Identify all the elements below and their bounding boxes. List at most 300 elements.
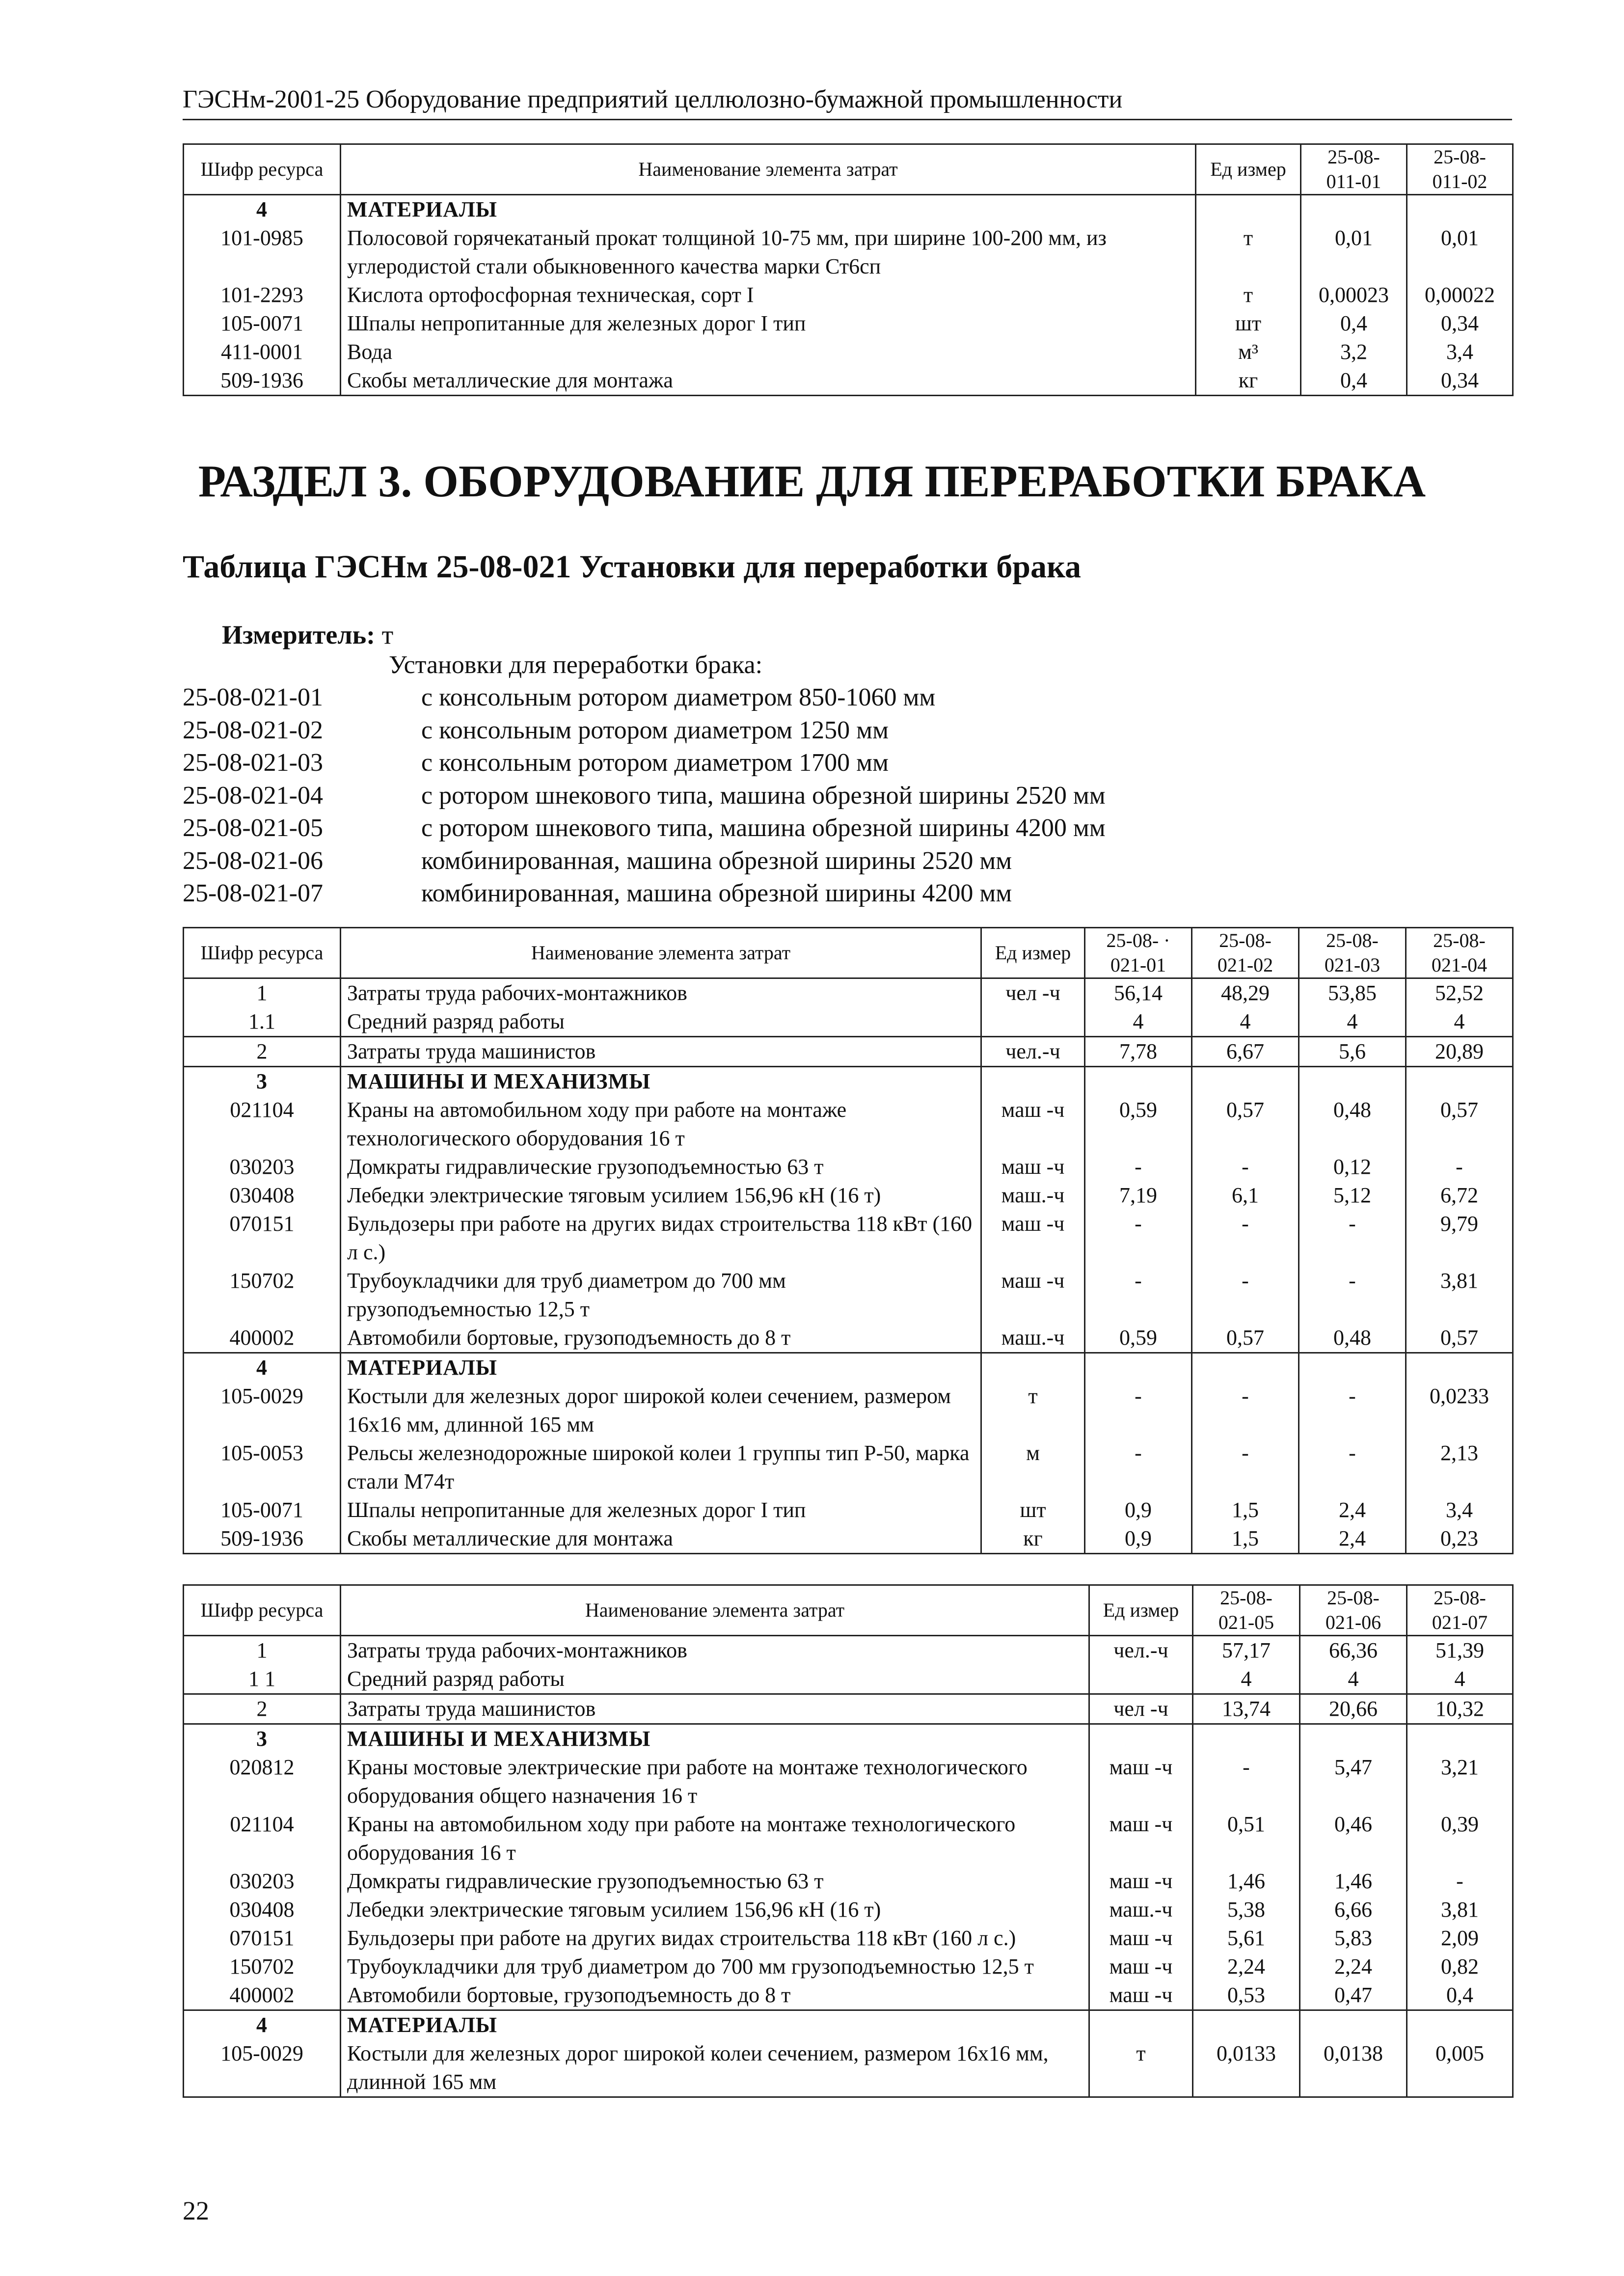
cell-name: Автомобили бортовые, грузоподъемность до 8 т — [341, 1981, 1089, 2010]
section-row — [184, 195, 1513, 224]
table-row — [184, 1924, 1513, 1952]
cell-value: 4 — [1406, 1007, 1513, 1037]
cell-code: 070151 — [184, 1210, 341, 1267]
page-number: 22 — [183, 2196, 209, 2225]
table-row — [184, 338, 1513, 366]
header-name: Наименование элемента затрат — [341, 144, 1196, 195]
cell-code: 400002 — [184, 1324, 341, 1353]
table-title: Таблица ГЭСНм 25-08-021 Установки для переработки брака — [183, 549, 1082, 585]
cell-value: 0,59 — [1085, 1324, 1192, 1353]
table-row — [184, 309, 1513, 338]
cell-value — [1193, 2010, 1300, 2040]
header-col: 25-08- · 021-01 — [1085, 928, 1192, 978]
resource-table-main — [183, 927, 1514, 1554]
cell-value: 3,81 — [1406, 1267, 1513, 1324]
cell-value: 20,66 — [1300, 1694, 1407, 1724]
cell-unit — [981, 1353, 1085, 1382]
table-row — [184, 281, 1513, 309]
cell-code: 105-0071 — [184, 309, 341, 338]
cell-code: 020812 — [184, 1753, 341, 1810]
cell-unit: кг — [981, 1524, 1085, 1554]
cell-name: Скобы металлические для монтажа — [341, 1524, 981, 1554]
header-col: 25-08- 011-02 — [1407, 144, 1513, 195]
cell-value: 2,4 — [1299, 1524, 1406, 1554]
cell-code: 021104 — [184, 1096, 341, 1153]
table-row — [184, 1636, 1513, 1665]
cell-name: Автомобили бортовые, грузоподъемность до 8 т — [341, 1324, 981, 1353]
cell-unit: маш -ч — [1089, 1981, 1193, 2010]
cell-value: 2,13 — [1406, 1439, 1513, 1496]
cell-value — [1192, 1353, 1299, 1382]
table-row — [184, 1267, 1513, 1324]
cell-name: Костыли для железных дорог широкой колеи сечением, размером 16х16 мм, длинной 165 мм — [341, 2039, 1089, 2097]
section-row — [184, 1353, 1513, 1382]
cell-code: 030203 — [184, 1867, 341, 1896]
cell-unit — [1089, 1665, 1193, 1694]
section-row — [184, 1067, 1513, 1096]
variant-code: 25-08-021-01 — [183, 683, 323, 711]
cell-name: Затраты труда рабочих-монтажников — [341, 978, 981, 1008]
cell-value: 1,46 — [1300, 1867, 1407, 1896]
table-row — [184, 1952, 1513, 1981]
cell-value: 56,14 — [1085, 978, 1192, 1008]
cell-unit: кг — [1196, 366, 1301, 396]
cell-code: 105-0029 — [184, 1382, 341, 1439]
cell-name: Затраты труда машинистов — [341, 1694, 1089, 1724]
cell-unit: чел -ч — [1089, 1694, 1193, 1724]
header-unit: Ед измер — [981, 928, 1085, 978]
variants-list — [183, 681, 1106, 910]
header-name: Наименование элемента затрат — [341, 928, 981, 978]
cell-unit — [1089, 2010, 1193, 2040]
cell-code: 3 — [184, 1067, 341, 1096]
cell-value: 0,57 — [1192, 1096, 1299, 1153]
cell-unit — [1089, 1724, 1193, 1754]
cell-value: 0,00023 — [1301, 281, 1407, 309]
cell-value — [1299, 1067, 1406, 1096]
cell-name: Шпалы непропитанные для железных дорог I тип — [341, 1496, 981, 1524]
cell-name: МАТЕРИАЛЫ — [341, 2010, 1089, 2040]
cell-code: 105-0029 — [184, 2039, 341, 2097]
cell-value: 0,47 — [1300, 1981, 1407, 2010]
cell-value — [1407, 195, 1513, 224]
cell-name: Краны на автомобильном ходу при работе на монтаже технологического оборудования 16 т — [341, 1810, 1089, 1867]
variant-code: 25-08-021-05 — [183, 814, 323, 842]
cell-value: 6,66 — [1300, 1896, 1407, 1924]
variant-text: комбинированная, машина обрезной ширины 4200 мм — [421, 879, 1012, 907]
cell-value: 0,59 — [1085, 1096, 1192, 1153]
cell-code: 105-0071 — [184, 1496, 341, 1524]
cell-value: 5,6 — [1299, 1037, 1406, 1067]
cell-unit: т — [1196, 281, 1301, 309]
cell-unit: маш -ч — [981, 1210, 1085, 1267]
variant-code: 25-08-021-07 — [183, 879, 323, 907]
cell-value: 9,79 — [1406, 1210, 1513, 1267]
cell-value — [1300, 2010, 1407, 2040]
cell-unit: шт — [1196, 309, 1301, 338]
header-col: 25-08- 021-03 — [1299, 928, 1406, 978]
cell-name: Костыли для железных дорог широкой колеи сечением, размером 16х16 мм, длинной 165 мм — [341, 1382, 981, 1439]
table-row — [184, 1694, 1513, 1724]
cell-value — [1301, 195, 1407, 224]
cell-code: 1 1 — [184, 1665, 341, 1694]
variant-item — [183, 714, 1106, 747]
table-row — [184, 1496, 1513, 1524]
cell-value: 0,57 — [1192, 1324, 1299, 1353]
section-row — [184, 2010, 1513, 2040]
variant-text: с ротором шнекового типа, машина обрезной ширины 4200 мм — [421, 814, 1106, 842]
header-col: 25-08- 021-04 — [1406, 928, 1513, 978]
cell-value: - — [1299, 1382, 1406, 1439]
cell-value — [1406, 1353, 1513, 1382]
variant-item — [183, 877, 1106, 910]
cell-value: - — [1192, 1439, 1299, 1496]
table-row — [184, 1524, 1513, 1554]
cell-unit — [1196, 195, 1301, 224]
cell-value: 6,1 — [1192, 1181, 1299, 1210]
cell-value — [1299, 1353, 1406, 1382]
cell-name: МАШИНЫ И МЕХАНИЗМЫ — [341, 1067, 981, 1096]
cell-value: 0,01 — [1301, 224, 1407, 281]
header-code: Шифр ресурса — [184, 928, 341, 978]
cell-value: 52,52 — [1406, 978, 1513, 1008]
cell-value: 2,09 — [1407, 1924, 1513, 1952]
cell-value: 2,24 — [1193, 1952, 1300, 1981]
cell-value — [1085, 1353, 1192, 1382]
cell-value: 3,21 — [1407, 1753, 1513, 1810]
table-row — [184, 1382, 1513, 1439]
cell-value: - — [1299, 1439, 1406, 1496]
cell-value — [1193, 1724, 1300, 1754]
cell-value: 0,57 — [1406, 1324, 1513, 1353]
cell-value: 0,48 — [1299, 1096, 1406, 1153]
cell-unit: т — [1089, 2039, 1193, 2097]
cell-value: 0,48 — [1299, 1324, 1406, 1353]
variant-text: с консольным ротором диаметром 1700 мм — [421, 749, 889, 777]
variant-code: 25-08-021-03 — [183, 749, 323, 777]
cell-value: 0,34 — [1407, 309, 1513, 338]
cell-code: 030408 — [184, 1181, 341, 1210]
cell-value: 1,46 — [1193, 1867, 1300, 1896]
table-row — [184, 1096, 1513, 1153]
table-row — [184, 1181, 1513, 1210]
table-row — [184, 1210, 1513, 1267]
header-unit: Ед измер — [1089, 1585, 1193, 1636]
variant-item — [183, 747, 1106, 780]
cell-value: - — [1085, 1153, 1192, 1181]
cell-code: 4 — [184, 1353, 341, 1382]
cell-name: Бульдозеры при работе на других видах строительства 118 кВт (160 л с.) — [341, 1210, 981, 1267]
meter-label: Измеритель: — [222, 620, 376, 650]
meter-value: т — [381, 620, 394, 650]
cell-value: 4 — [1085, 1007, 1192, 1037]
header-col: 25-08- 011-01 — [1301, 144, 1407, 195]
cell-name: Краны мостовые электрические при работе на монтаже технологического оборудования общего назначения 16 т — [341, 1753, 1089, 1810]
header-col: 25-08- 021-02 — [1192, 928, 1299, 978]
table-row — [184, 1810, 1513, 1867]
cell-value: - — [1085, 1267, 1192, 1324]
table-row — [184, 1981, 1513, 2010]
section-title: РАЗДЕЛ 3. ОБОРУДОВАНИЕ ДЛЯ ПЕРЕРАБОТКИ БРАКА — [198, 456, 1426, 506]
cell-value: 5,61 — [1193, 1924, 1300, 1952]
variant-text: с ротором шнекового типа, машина обрезной ширины 2520 мм — [421, 781, 1106, 810]
variant-item — [183, 812, 1106, 845]
table-row — [184, 1753, 1513, 1810]
table-row — [184, 1439, 1513, 1496]
table-row — [184, 1867, 1513, 1896]
cell-unit: маш -ч — [1089, 1810, 1193, 1867]
cell-code: 030408 — [184, 1896, 341, 1924]
header-unit: Ед измер — [1196, 144, 1301, 195]
cell-value: 7,19 — [1085, 1181, 1192, 1210]
variant-code: 25-08-021-06 — [183, 846, 323, 875]
header-col: 25-08- 021-07 — [1407, 1585, 1513, 1636]
cell-value: 2,24 — [1300, 1952, 1407, 1981]
cell-value: 4 — [1193, 1665, 1300, 1694]
cell-code: 3 — [184, 1724, 341, 1754]
cell-code: 150702 — [184, 1952, 341, 1981]
cell-value: 0,0133 — [1193, 2039, 1300, 2097]
resource-table-continued — [183, 1584, 1514, 2098]
variant-code: 25-08-021-04 — [183, 781, 323, 810]
cell-unit: маш -ч — [1089, 1867, 1193, 1896]
cell-value: 0,82 — [1407, 1952, 1513, 1981]
cell-value: - — [1192, 1210, 1299, 1267]
cell-value: 0,39 — [1407, 1810, 1513, 1867]
header-code: Шифр ресурса — [184, 1585, 341, 1636]
cell-value: 3,2 — [1301, 338, 1407, 366]
cell-unit: т — [1196, 224, 1301, 281]
cell-value: 66,36 — [1300, 1636, 1407, 1665]
cell-value: - — [1192, 1153, 1299, 1181]
resource-table-top — [183, 143, 1514, 396]
cell-name: Кислота ортофосфорная техническая, сорт I — [341, 281, 1196, 309]
running-header: ГЭСНм-2001-25 Оборудование предприятий целлюлозно-бумажной промышленности — [183, 82, 1512, 120]
cell-name: Бульдозеры при работе на других видах строительства 118 кВт (160 л с.) — [341, 1924, 1089, 1952]
table-row — [184, 224, 1513, 281]
cell-code: 1 — [184, 978, 341, 1008]
cell-code: 1.1 — [184, 1007, 341, 1037]
cell-name: Скобы металлические для монтажа — [341, 366, 1196, 396]
cell-unit — [981, 1007, 1085, 1037]
variant-text: с консольным ротором диаметром 1250 мм — [421, 716, 889, 744]
cell-value: 13,74 — [1193, 1694, 1300, 1724]
cell-unit: маш -ч — [1089, 1753, 1193, 1810]
cell-value: 5,47 — [1300, 1753, 1407, 1810]
cell-value: 1,5 — [1192, 1524, 1299, 1554]
cell-name: Краны на автомобильном ходу при работе на монтаже технологического оборудования 16 т — [341, 1096, 981, 1153]
cell-value — [1192, 1067, 1299, 1096]
cell-name: Затраты труда машинистов — [341, 1037, 981, 1067]
header-row — [184, 1585, 1513, 1636]
cell-value: 5,38 — [1193, 1896, 1300, 1924]
cell-code: 4 — [184, 195, 341, 224]
cell-unit: маш.-ч — [1089, 1896, 1193, 1924]
cell-value: - — [1406, 1153, 1513, 1181]
table-row — [184, 1153, 1513, 1181]
cell-value: 0,46 — [1300, 1810, 1407, 1867]
cell-value: 0,9 — [1085, 1496, 1192, 1524]
cell-code: 509-1936 — [184, 366, 341, 396]
cell-value: 0,4 — [1407, 1981, 1513, 2010]
cell-value — [1407, 1724, 1513, 1754]
variant-text: с консольным ротором диаметром 850-1060 мм — [421, 683, 936, 711]
cell-value: 6,67 — [1192, 1037, 1299, 1067]
cell-unit: маш -ч — [1089, 1952, 1193, 1981]
cell-unit: маш -ч — [1089, 1924, 1193, 1952]
cell-name: Рельсы железнодорожные широкой колеи 1 группы тип Р-50, марка стали М74т — [341, 1439, 981, 1496]
cell-value: 53,85 — [1299, 978, 1406, 1008]
cell-value: 57,17 — [1193, 1636, 1300, 1665]
cell-code: 101-0985 — [184, 224, 341, 281]
cell-code: 101-2293 — [184, 281, 341, 309]
cell-value: 0,23 — [1406, 1524, 1513, 1554]
meter-line — [222, 618, 393, 652]
cell-name: МАШИНЫ И МЕХАНИЗМЫ — [341, 1724, 1089, 1754]
cell-value: 51,39 — [1407, 1636, 1513, 1665]
cell-code: 030203 — [184, 1153, 341, 1181]
cell-value: 0,9 — [1085, 1524, 1192, 1554]
cell-value: 48,29 — [1192, 978, 1299, 1008]
cell-name: Средний разряд работы — [341, 1007, 981, 1037]
cell-name: МАТЕРИАЛЫ — [341, 1353, 981, 1382]
cell-value — [1406, 1067, 1513, 1096]
table-row — [184, 1665, 1513, 1694]
cell-unit: шт — [981, 1496, 1085, 1524]
table-row — [184, 2039, 1513, 2097]
cell-value: - — [1299, 1267, 1406, 1324]
variant-code: 25-08-021-02 — [183, 716, 323, 744]
cell-value: 7,78 — [1085, 1037, 1192, 1067]
cell-code: 070151 — [184, 1924, 341, 1952]
cell-name: Полосовой горячекатаный прокат толщиной 10-75 мм, при ширине 100-200 мм, из углеродистой стали обыкновенного качества марки Ст6сп — [341, 224, 1196, 281]
section-row — [184, 1724, 1513, 1754]
cell-unit: маш -ч — [981, 1153, 1085, 1181]
cell-value: - — [1407, 1867, 1513, 1896]
cell-name: Домкраты гидравлические грузоподъемностью 63 т — [341, 1153, 981, 1181]
cell-unit — [981, 1067, 1085, 1096]
variant-item — [183, 845, 1106, 878]
cell-value: - — [1299, 1210, 1406, 1267]
cell-code: 509-1936 — [184, 1524, 341, 1554]
cell-code: 4 — [184, 2010, 341, 2040]
cell-value: 0,4 — [1301, 309, 1407, 338]
cell-name: Затраты труда рабочих-монтажников — [341, 1636, 1089, 1665]
cell-code: 2 — [184, 1694, 341, 1724]
table-row — [184, 1007, 1513, 1037]
cell-unit: м — [981, 1439, 1085, 1496]
cell-value: 20,89 — [1406, 1037, 1513, 1067]
cell-unit: чел.-ч — [981, 1037, 1085, 1067]
table-row — [184, 1324, 1513, 1353]
cell-unit: маш.-ч — [981, 1324, 1085, 1353]
cell-name: Вода — [341, 338, 1196, 366]
cell-value: 4 — [1192, 1007, 1299, 1037]
cell-value: - — [1193, 1753, 1300, 1810]
cell-name: Лебедки электрические тяговым усилием 156,96 кН (16 т) — [341, 1181, 981, 1210]
cell-value — [1300, 1724, 1407, 1754]
cell-code: 400002 — [184, 1981, 341, 2010]
cell-value: 0,0233 — [1406, 1382, 1513, 1439]
cell-value: - — [1085, 1382, 1192, 1439]
cell-unit: чел.-ч — [1089, 1636, 1193, 1665]
header-col: 25-08- 021-05 — [1193, 1585, 1300, 1636]
header-col: 25-08- 021-06 — [1300, 1585, 1407, 1636]
cell-value: 0,01 — [1407, 224, 1513, 281]
cell-value — [1085, 1067, 1192, 1096]
cell-value: 0,4 — [1301, 366, 1407, 396]
table-row — [184, 1037, 1513, 1067]
cell-value: 4 — [1299, 1007, 1406, 1037]
variants-heading: Установки для переработки брака: — [389, 651, 763, 679]
cell-unit: маш -ч — [981, 1267, 1085, 1324]
cell-code: 150702 — [184, 1267, 341, 1324]
cell-value: 10,32 — [1407, 1694, 1513, 1724]
cell-name: Трубоукладчики для труб диаметром до 700 мм грузоподъемностью 12,5 т — [341, 1267, 981, 1324]
cell-code: 021104 — [184, 1810, 341, 1867]
header-name: Наименование элемента затрат — [341, 1585, 1089, 1636]
cell-code: 411-0001 — [184, 338, 341, 366]
cell-unit: маш -ч — [981, 1096, 1085, 1153]
cell-value: 5,83 — [1300, 1924, 1407, 1952]
cell-unit: маш.-ч — [981, 1181, 1085, 1210]
header-row — [184, 144, 1513, 195]
cell-value: 0,34 — [1407, 366, 1513, 396]
cell-value — [1407, 2010, 1513, 2040]
cell-value: - — [1192, 1382, 1299, 1439]
cell-name: Домкраты гидравлические грузоподъемностью 63 т — [341, 1867, 1089, 1896]
cell-code: 105-0053 — [184, 1439, 341, 1496]
header-row — [184, 928, 1513, 978]
cell-unit: т — [981, 1382, 1085, 1439]
cell-value: 5,12 — [1299, 1181, 1406, 1210]
cell-name: Шпалы непропитанные для железных дорог I тип — [341, 309, 1196, 338]
cell-value: 4 — [1407, 1665, 1513, 1694]
cell-unit: м³ — [1196, 338, 1301, 366]
cell-value: 0,12 — [1299, 1153, 1406, 1181]
cell-value: 3,81 — [1407, 1896, 1513, 1924]
header-code: Шифр ресурса — [184, 144, 341, 195]
cell-value: 0,53 — [1193, 1981, 1300, 2010]
cell-value: - — [1192, 1267, 1299, 1324]
cell-value: 3,4 — [1406, 1496, 1513, 1524]
table-row — [184, 978, 1513, 1008]
cell-value: - — [1085, 1439, 1192, 1496]
cell-value: 0,57 — [1406, 1096, 1513, 1153]
variant-text: комбинированная, машина обрезной ширины 2520 мм — [421, 846, 1012, 875]
table-row — [184, 1896, 1513, 1924]
cell-name: МАТЕРИАЛЫ — [341, 195, 1196, 224]
cell-code: 2 — [184, 1037, 341, 1067]
cell-value: 0,51 — [1193, 1810, 1300, 1867]
cell-value: 6,72 — [1406, 1181, 1513, 1210]
variant-item — [183, 681, 1106, 714]
cell-value: 0,005 — [1407, 2039, 1513, 2097]
cell-value: 3,4 — [1407, 338, 1513, 366]
variant-item — [183, 780, 1106, 813]
cell-value: 1,5 — [1192, 1496, 1299, 1524]
cell-value: 2,4 — [1299, 1496, 1406, 1524]
cell-value: - — [1085, 1210, 1192, 1267]
table-row — [184, 366, 1513, 396]
cell-name: Лебедки электрические тяговым усилием 156,96 кН (16 т) — [341, 1896, 1089, 1924]
cell-unit: чел -ч — [981, 978, 1085, 1008]
cell-name: Средний разряд работы — [341, 1665, 1089, 1694]
cell-value: 0,0138 — [1300, 2039, 1407, 2097]
cell-code: 1 — [184, 1636, 341, 1665]
cell-name: Трубоукладчики для труб диаметром до 700 мм грузоподъемностью 12,5 т — [341, 1952, 1089, 1981]
cell-value: 4 — [1300, 1665, 1407, 1694]
